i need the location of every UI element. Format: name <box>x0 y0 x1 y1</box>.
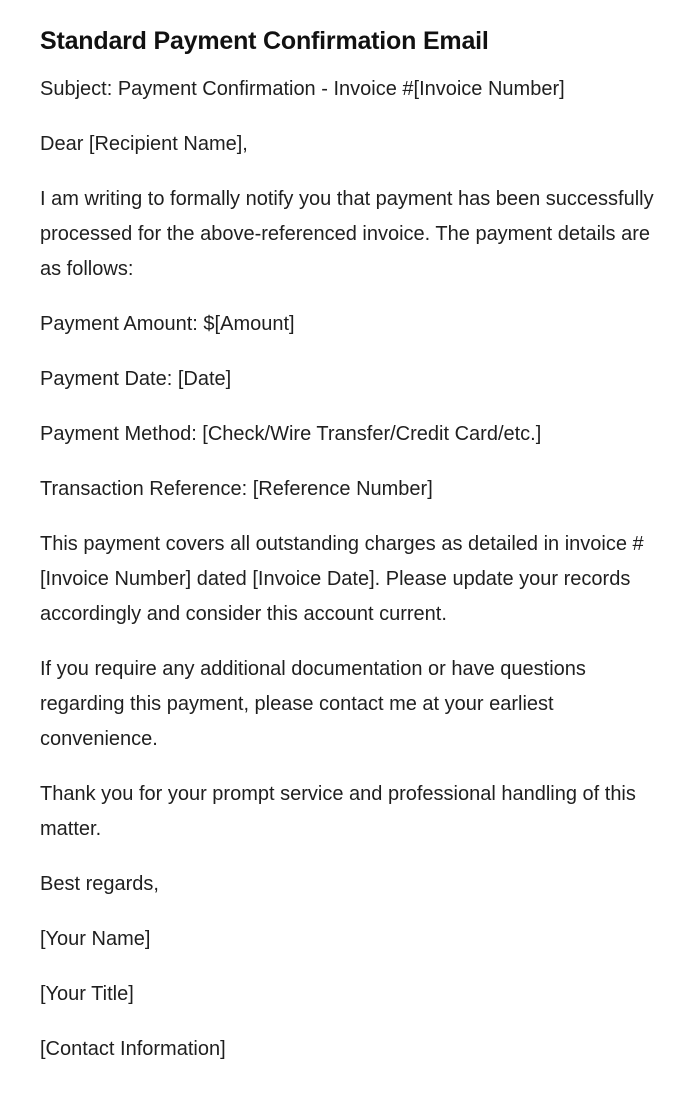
signature-contact: [Contact Information] <box>40 1038 226 1060</box>
signature-name: [Your Name] <box>40 928 151 950</box>
greeting: Dear [Recipient Name], <box>40 133 248 155</box>
payment-method-line: Payment Method: [Check/Wire Transfer/Credit Card/etc.] <box>40 423 542 445</box>
transaction-reference-line: Transaction Reference: [Reference Number] <box>40 478 433 500</box>
closing-line: Best regards, <box>40 873 159 895</box>
contact-paragraph: If you require any additional documentation or have questions regarding this payment, please contact me at your earliest convenience. <box>40 658 586 750</box>
signature-title: [Your Title] <box>40 983 134 1005</box>
document-title: Standard Payment Confirmation Email <box>40 27 489 55</box>
subject-line: Subject: Payment Confirmation - Invoice #[Invoice Number] <box>40 78 565 100</box>
thanks-paragraph: Thank you for your prompt service and professional handling of this matter. <box>40 783 636 840</box>
payment-date-line: Payment Date: [Date] <box>40 368 232 390</box>
intro-paragraph: I am writing to formally notify you that payment has been successfully processed for the above-referenced invoice. The payment details are as follows: <box>40 188 654 280</box>
payment-amount-line: Payment Amount: $[Amount] <box>40 313 295 335</box>
coverage-paragraph: This payment covers all outstanding charges as detailed in invoice #[Invoice Number] dated [Invoice Date]. Please update your records accordingly and consider this account current. <box>40 533 644 625</box>
